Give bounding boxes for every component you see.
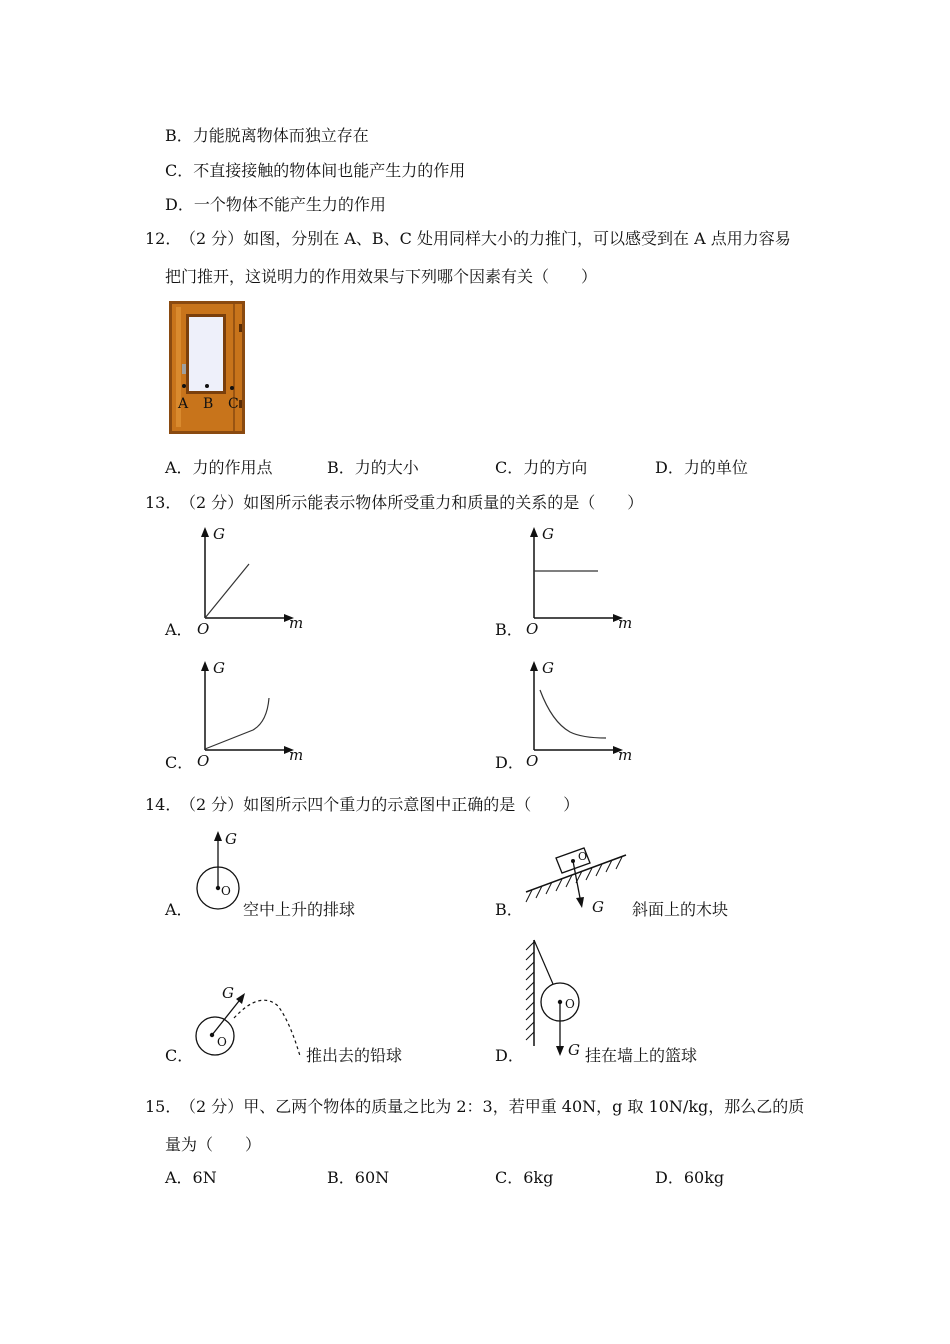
graph-c-x-label: m	[289, 746, 304, 764]
q15-number: 15．	[145, 1097, 182, 1116]
graph-c	[193, 656, 313, 772]
q11-option-c: C．不直接接触的物体间也能产生力的作用	[165, 161, 466, 180]
force-label: G	[568, 1041, 580, 1059]
q15-option-b: B．60N	[327, 1168, 390, 1187]
force-label: G	[592, 898, 604, 916]
graph-c-y-label: G	[213, 659, 225, 677]
q14-label-d: D．	[495, 1046, 524, 1065]
graph-c-curve	[205, 698, 269, 749]
graph-b-x-label: m	[618, 614, 633, 632]
graph-b-y-label: G	[542, 525, 554, 543]
q12-stem-line2: 把门推开，这说明力的作用效果与下列哪个因素有关（ ）	[165, 267, 598, 286]
q14-caption-d: 挂在墙上的篮球	[585, 1046, 698, 1065]
q13-label-d: D．	[495, 753, 524, 772]
q15-option-c: C．6kg	[495, 1168, 554, 1187]
graph-a-origin: O	[197, 620, 210, 638]
q14-number: 14．	[145, 795, 182, 814]
q14-stem: （2 分）如图所示四个重力的示意图中正确的是（ ）	[180, 795, 580, 814]
door-handle	[182, 364, 186, 374]
point-c-label: C	[228, 396, 239, 412]
point-b-dot	[205, 384, 209, 388]
q13-label-c: C．	[165, 753, 194, 772]
q13-label-b: B．	[495, 620, 523, 639]
q12-option-b: B．力的大小	[327, 458, 419, 477]
gravity-arrow	[214, 831, 222, 841]
diagram-hanging-ball	[520, 936, 590, 1064]
center-label: O	[217, 1035, 227, 1049]
center-label: O	[578, 850, 588, 863]
graph-c-origin: O	[197, 752, 210, 770]
graph-d-x-label: m	[618, 746, 633, 764]
q11-option-b: B．力能脱离物体而独立存在	[165, 126, 369, 145]
q15-option-a: A．6N	[165, 1168, 217, 1187]
q13-number: 13．	[145, 493, 182, 512]
graph-d	[522, 656, 642, 772]
graph-b	[522, 522, 642, 638]
graph-d-y-label: G	[542, 659, 554, 677]
q13-label-a: A．	[165, 620, 193, 639]
q11-option-d: D．一个物体不能产生力的作用	[165, 195, 386, 214]
diagram-incline-block	[520, 838, 632, 918]
graph-d-curve	[540, 690, 606, 738]
center-label: O	[221, 884, 231, 898]
graph-b-origin: O	[526, 620, 539, 638]
diagram-volleyball	[190, 826, 250, 918]
gravity-arrow	[556, 1046, 564, 1056]
q15-option-d: D．60kg	[655, 1168, 725, 1187]
shot-put-circle	[196, 1017, 234, 1055]
q14-caption-b: 斜面上的木块	[632, 900, 729, 919]
graph-a-line	[205, 564, 249, 618]
q12-stem-line1: （2 分）如图，分别在 A、B、C 处用同样大小的力推门，可以感受到在 A 点用力容易	[180, 229, 791, 248]
graph-a-y-label: G	[213, 525, 225, 543]
point-a-label: A	[178, 396, 189, 412]
q12-option-c: C．力的方向	[495, 458, 588, 477]
point-c-dot	[230, 386, 234, 390]
door-window	[189, 317, 223, 391]
q15-stem-line2: 量为（ ）	[165, 1135, 262, 1154]
q12-number: 12．	[145, 229, 182, 248]
q14-label-b: B．	[495, 900, 523, 919]
q13-stem: （2 分）如图所示能表示物体所受重力和质量的关系的是（ ）	[180, 493, 644, 512]
force-label: G	[222, 984, 234, 1002]
q12-option-a: A．力的作用点	[165, 458, 273, 477]
graph-d-origin: O	[526, 752, 539, 770]
door-figure	[168, 300, 248, 436]
q14-caption-c: 推出去的铅球	[306, 1046, 403, 1065]
graph-a	[193, 522, 313, 638]
diagram-shot-put	[190, 980, 308, 1062]
q14-caption-a: 空中上升的排球	[243, 900, 356, 919]
gravity-arrow	[576, 897, 584, 908]
point-b-label: B	[203, 396, 214, 412]
q15-stem-line1: （2 分）甲、乙两个物体的质量之比为 2：3，若甲重 40N，g 取 10N/kg，那么乙的质	[180, 1097, 805, 1116]
q14-label-a: A．	[165, 900, 193, 919]
q12-option-d: D．力的单位	[655, 458, 748, 477]
hanging-string	[534, 940, 553, 984]
graph-a-x-label: m	[289, 614, 304, 632]
force-label: G	[225, 830, 237, 848]
q14-label-c: C．	[165, 1046, 194, 1065]
trajectory-dashed	[234, 1000, 300, 1056]
point-a-dot	[182, 384, 186, 388]
center-label: O	[565, 997, 575, 1011]
